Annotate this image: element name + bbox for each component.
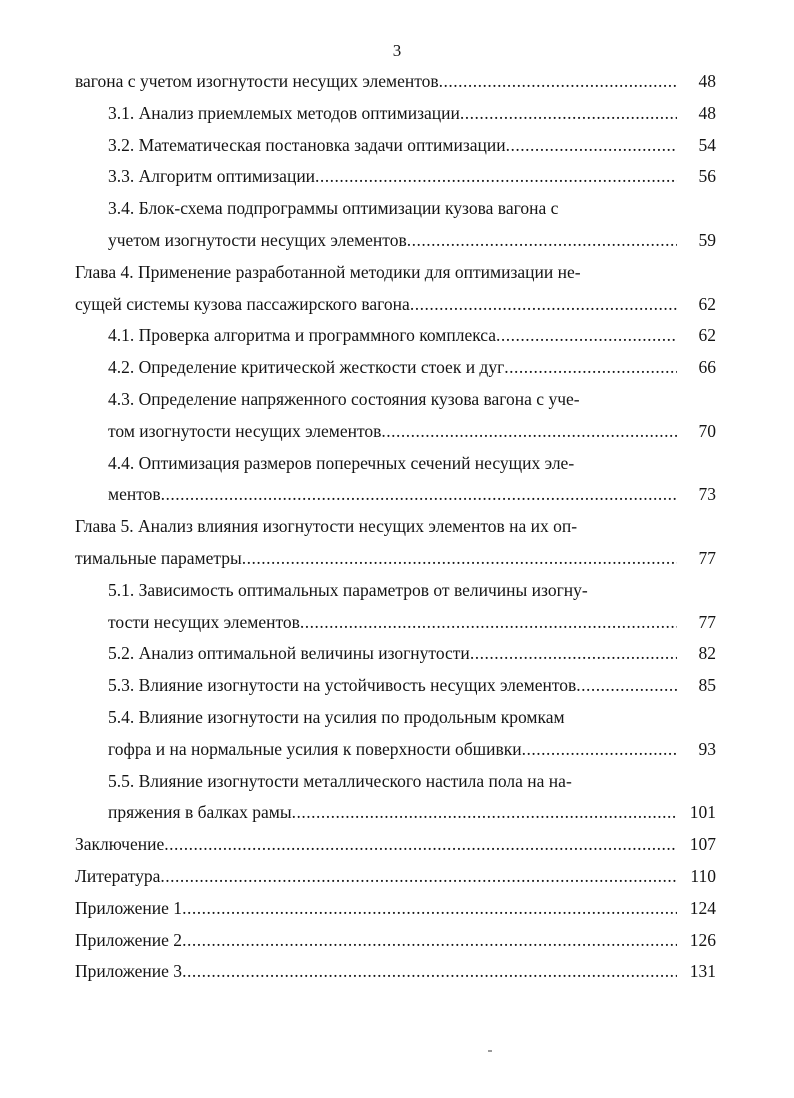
toc-entry-title: Глава 5. Анализ влияния изогнутости несущих элементов на их оп-: [75, 516, 578, 537]
toc-entry: [75, 98, 716, 130]
toc-page-number: 48: [698, 71, 716, 91]
toc-page-number: 93: [698, 738, 716, 759]
toc-entry-title: 4.3. Определение напряженного состояния кузова вагона с уче-: [108, 388, 580, 409]
dot-leader: [182, 925, 677, 957]
toc-entry-title: 5.5. Влияние изогнутости металлического настила пола на на-: [108, 770, 572, 791]
toc-entry: [75, 670, 716, 702]
toc-entry: [75, 956, 716, 988]
toc-entry: [75, 320, 716, 352]
toc-page-number: 59: [698, 229, 716, 250]
toc-entry-title: 3.1. Анализ приемлемых методов оптимизации: [108, 102, 460, 123]
toc-entry: [75, 575, 716, 639]
dot-leader: [315, 161, 677, 193]
toc-entry: [75, 193, 716, 257]
dot-leader: [407, 225, 677, 257]
dot-leader: [161, 479, 677, 511]
toc-entry: [75, 829, 716, 861]
toc-entry: [75, 861, 716, 893]
toc-entry-title: сущей системы кузова пассажирского вагона: [75, 293, 410, 314]
dot-leader: [460, 98, 677, 130]
dot-leader: [576, 670, 677, 702]
toc-entry: [75, 893, 716, 925]
dot-leader: [410, 289, 677, 321]
toc-entry-title: тимальные параметры: [75, 547, 242, 568]
toc-entry-title: вагона с учетом изогнутости несущих элементов: [75, 71, 439, 91]
toc-page-number: 77: [698, 547, 716, 568]
dot-leader: [160, 861, 677, 893]
toc-page-number: 56: [698, 166, 716, 187]
dot-leader: [506, 130, 677, 162]
dot-leader: [470, 638, 677, 670]
toc-entry-title: 5.4. Влияние изогнутости на усилия по продольным кромкам: [108, 706, 565, 727]
dot-leader: [182, 956, 677, 988]
toc-entry: [75, 702, 716, 766]
dot-leader: [381, 416, 677, 448]
toc-entry: [75, 925, 716, 957]
toc-entry: [75, 638, 716, 670]
toc-entry-title: ментов: [108, 484, 161, 505]
dot-leader: [522, 734, 677, 766]
toc-entry: [75, 352, 716, 384]
toc-entry-title: 4.4. Оптимизация размеров поперечных сечений несущих эле-: [108, 452, 575, 473]
toc-entry-title: 5.1. Зависимость оптимальных параметров от величины изогну-: [108, 579, 588, 600]
toc-entry-title: 3.3. Алгоритм оптимизации: [108, 166, 316, 187]
toc-entry-title: тости несущих элементов: [108, 611, 300, 632]
toc-entry-title: Заключение: [75, 834, 165, 855]
toc-page-number: 110: [690, 865, 716, 886]
toc-entry: [75, 257, 716, 321]
toc-entry-title: гофра и на нормальные усилия к поверхности обшивки: [108, 738, 522, 759]
dot-leader: [182, 893, 677, 925]
toc-entry-title: Литература: [75, 865, 161, 886]
toc-page-number: 62: [698, 293, 716, 314]
toc-entry-title: Приложение 3: [75, 961, 183, 982]
toc-entry-title: 3.2. Математическая постановка задачи оптимизации: [108, 134, 506, 155]
toc-entry-title: пряжения в балках рамы: [108, 802, 292, 823]
table-of-contents: [75, 66, 716, 988]
toc-page-number: 126: [689, 929, 716, 950]
toc-page-number: 101: [689, 802, 716, 823]
toc-entry-title: Приложение 1: [75, 897, 183, 918]
dot-leader: [242, 543, 677, 575]
dot-leader: [164, 829, 677, 861]
toc-entry-title: 5.3. Влияние изогнутости на устойчивость несущих элементов: [108, 675, 577, 696]
toc-page-number: 54: [698, 134, 716, 155]
toc-entry-title: том изогнутости несущих элементов: [108, 420, 382, 441]
toc-page-number: 77: [698, 611, 716, 632]
page-number: 3: [392, 41, 402, 60]
toc-entry-title: 4.2. Определение критической жесткости стоек и дуг: [108, 357, 505, 378]
toc-page-number: 73: [698, 484, 716, 505]
toc-entry-title: Приложение 2: [75, 929, 183, 950]
toc-entry: [75, 161, 716, 193]
toc-entry: [75, 66, 716, 98]
dot-leader: [292, 797, 677, 829]
toc-entry: [75, 448, 716, 512]
dot-leader: [496, 320, 677, 352]
toc-page-number: 107: [689, 834, 716, 855]
toc-entry-title: учетом изогнутости несущих элементов: [108, 229, 407, 250]
toc-page-number: 124: [689, 897, 716, 918]
toc-entry-title: 4.1. Проверка алгоритма и программного комплекса: [108, 325, 497, 346]
toc-entry: [75, 511, 716, 575]
toc-page-number: 62: [698, 325, 716, 346]
toc-entry: [75, 130, 716, 162]
dot-leader: [300, 607, 677, 639]
toc-page-number: 70: [698, 420, 716, 441]
toc-entry-title: 3.4. Блок-схема подпрограммы оптимизации кузова вагона с: [108, 198, 559, 219]
toc-entry-title: 5.2. Анализ оптимальной величины изогнутости: [108, 643, 470, 664]
toc-page-number: 82: [698, 643, 716, 664]
toc-page-number: 66: [698, 357, 716, 378]
toc-entry-title: Глава 4. Применение разработанной методики для оптимизации не-: [75, 261, 581, 282]
toc-page-number: 85: [698, 675, 716, 696]
dot-leader: [439, 66, 677, 98]
toc-entry: [75, 384, 716, 448]
scan-speck: [488, 1050, 492, 1052]
toc-page-number: 131: [689, 961, 716, 982]
dot-leader: [504, 352, 677, 384]
toc-entry: [75, 766, 716, 830]
toc-page-number: 48: [698, 102, 716, 123]
